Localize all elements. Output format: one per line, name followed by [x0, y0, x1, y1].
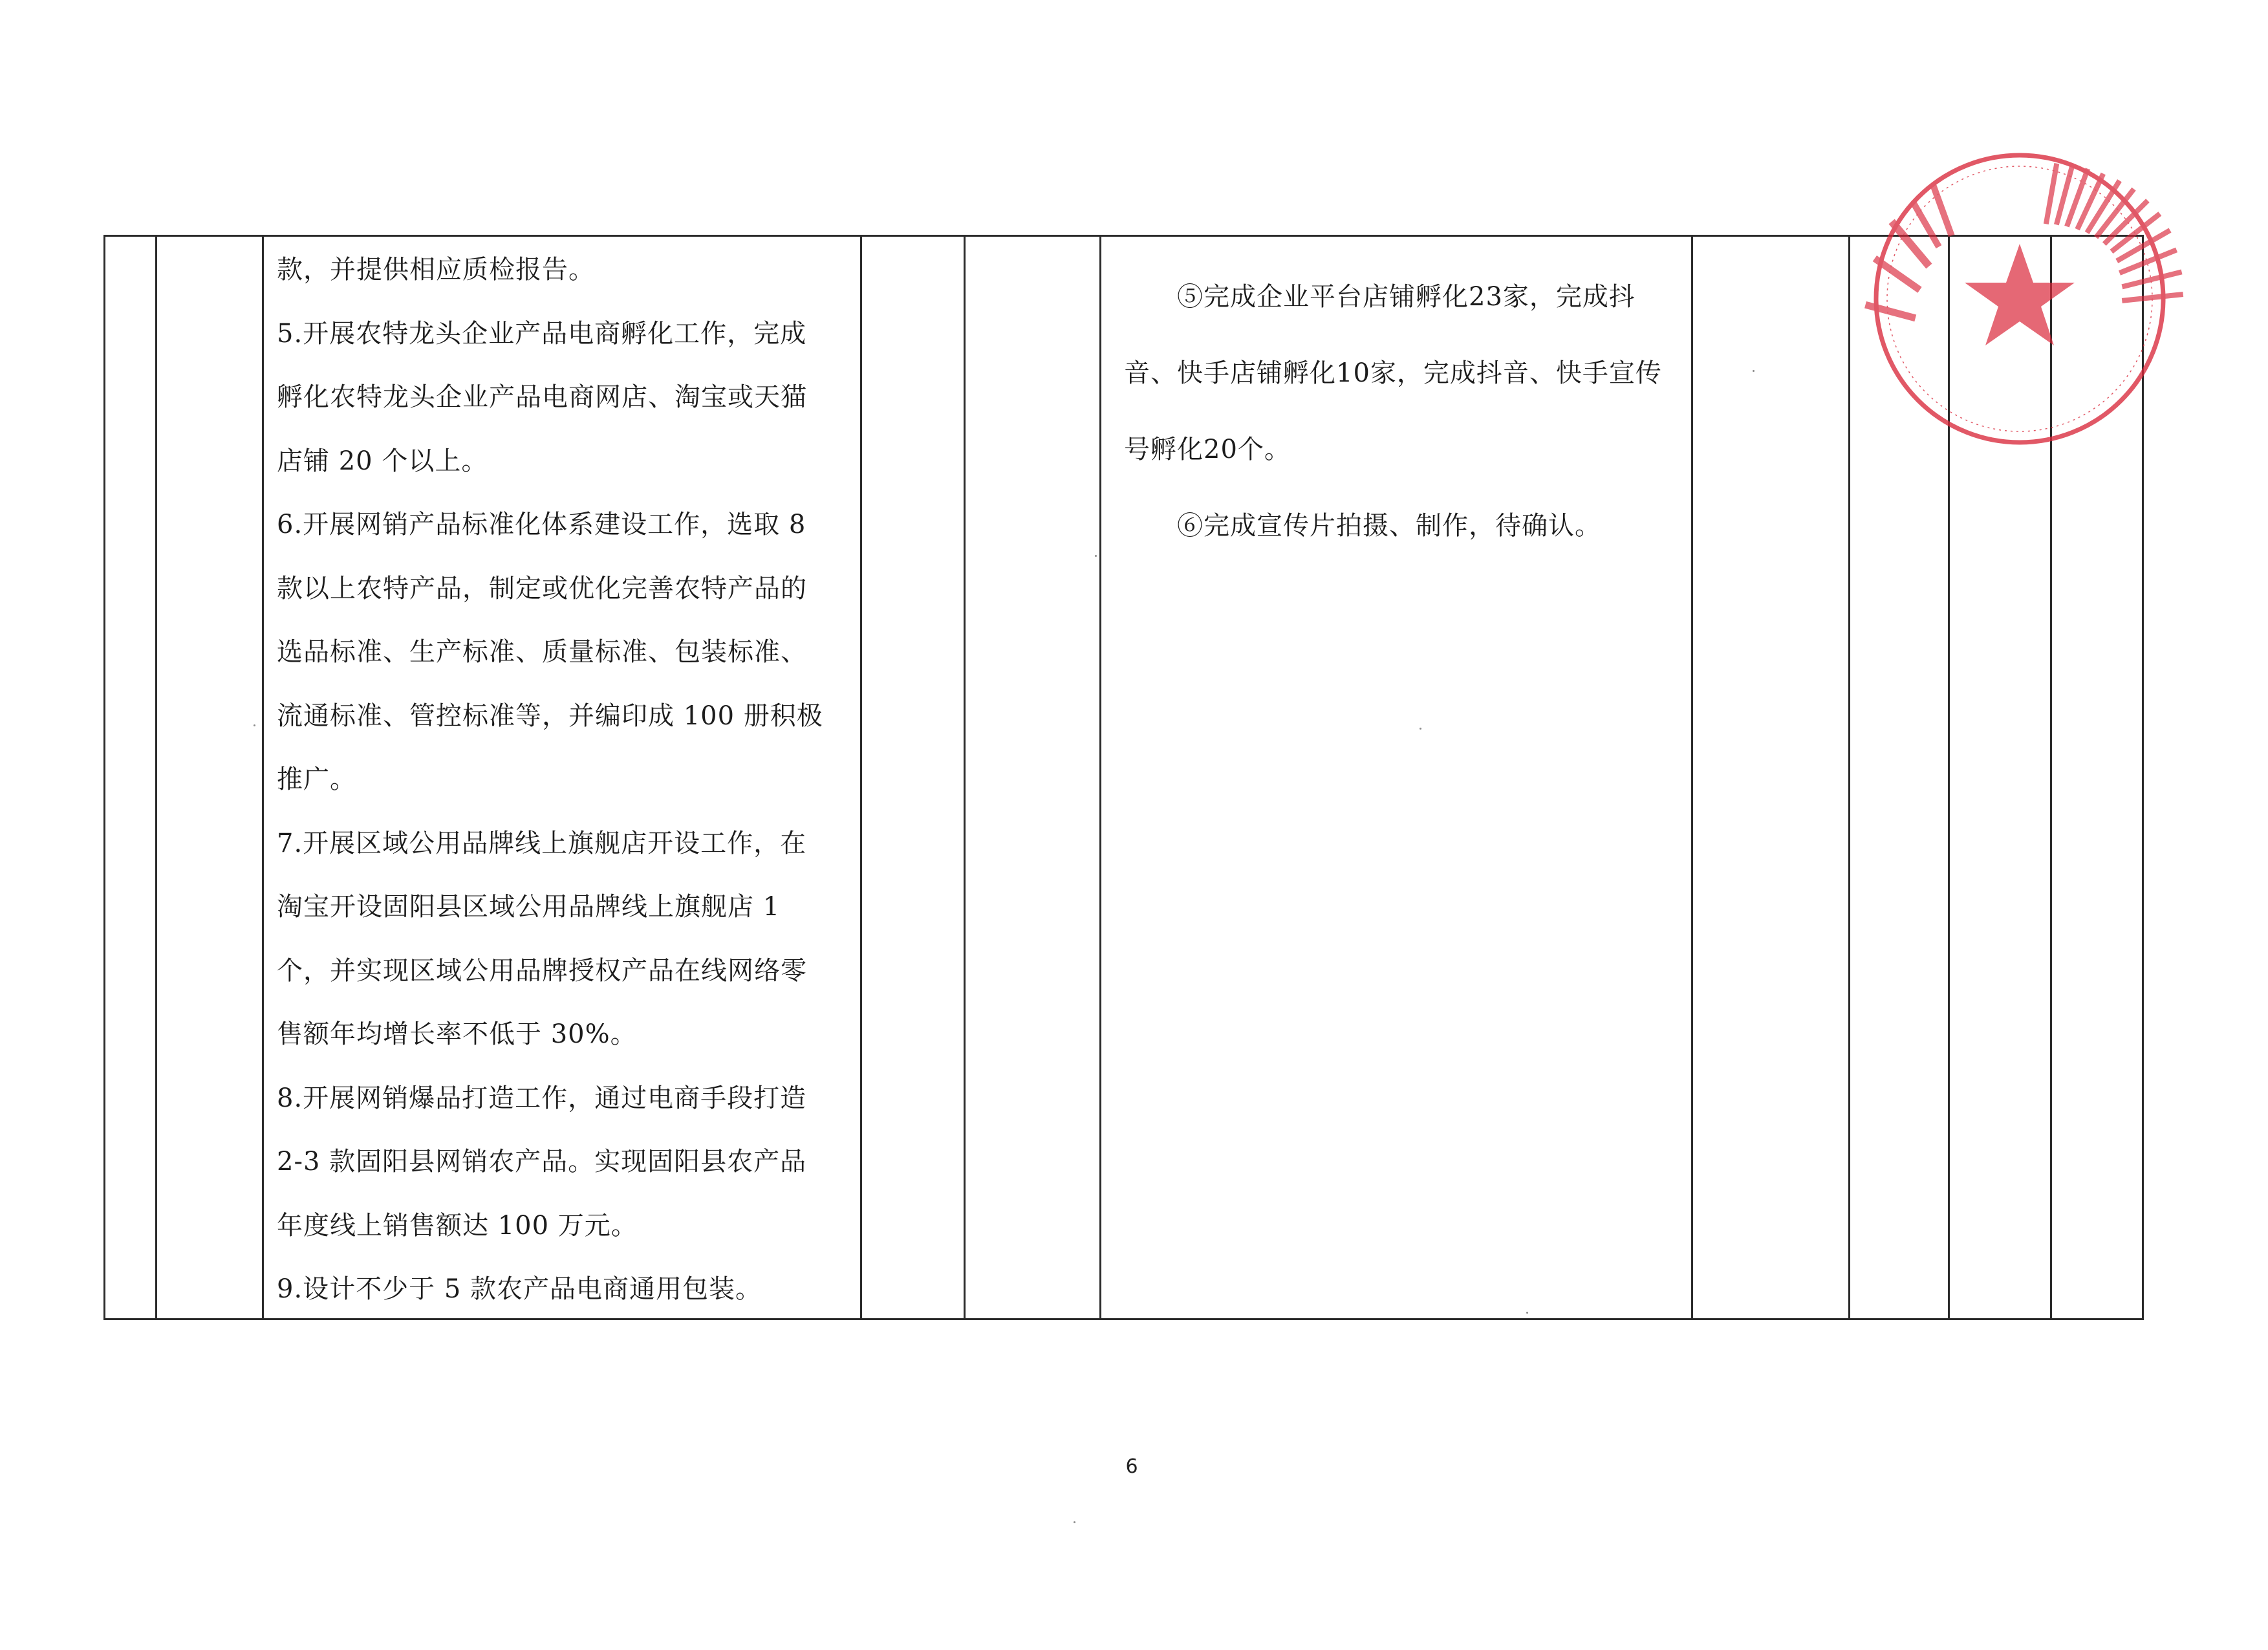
scan-speck [1095, 555, 1097, 557]
text-line: 5.开展农特龙头企业产品电商孵化工作，完成 [277, 318, 807, 349]
scan-speck [254, 724, 255, 726]
text-line: 号孵化20个。 [1124, 435, 1291, 464]
table-col-line-8 [1848, 235, 1850, 1320]
text-line: 流通标准、管控标准等，并编印成 100 册积极 [277, 700, 823, 731]
text-line: ⑥完成宣传片拍摄、制作，待确认。 [1124, 511, 1601, 541]
text-line: ⑤完成企业平台店铺孵化23家，完成抖 [1124, 282, 1636, 312]
text-line: 7.开展区域公用品牌线上旗舰店开设工作，在 [277, 828, 807, 858]
text-line: 款，并提供相应质检报告。 [277, 255, 595, 285]
text-line: 推广。 [277, 765, 356, 794]
page-number: 6 [1125, 1455, 1138, 1478]
text-line: 2-3 款固阳县网销农产品。实现固阳县农产品 [277, 1147, 807, 1177]
task-description-cell [277, 238, 852, 1321]
scan-speck [1526, 1312, 1528, 1314]
table-col-line-1 [103, 235, 105, 1320]
text-line: 年度线上销售额达 100 万元。 [277, 1210, 638, 1241]
text-line: 音、快手店铺孵化10家，完成抖音、快手宣传 [1124, 358, 1662, 388]
scan-speck [1074, 1521, 1075, 1523]
progress-cell [1124, 259, 1693, 564]
scan-speck [1420, 728, 1421, 730]
text-line: 个，并实现区域公用品牌授权产品在线网络零 [277, 955, 807, 986]
red-star-seal-icon [1855, 137, 2191, 448]
text-line: 店铺 20 个以上。 [277, 446, 488, 476]
text-line: 售额年均增长率不低于 30%。 [277, 1019, 637, 1049]
scan-speck [1753, 370, 1755, 372]
text-line: 选品标准、生产标准、质量标准、包装标准、 [277, 637, 807, 667]
text-line: 孵化农特龙头企业产品电商网店、淘宝或天猫 [277, 382, 807, 412]
table-col-line-5 [964, 235, 966, 1320]
text-line: 6.开展网销产品标准化体系建设工作，选取 8 [277, 510, 806, 539]
text-line: 9.设计不少于 5 款农产品电商通用包装。 [277, 1274, 762, 1304]
text-line: 款以上农特产品，制定或优化完善农特产品的 [277, 573, 807, 603]
table-col-line-3 [262, 235, 264, 1320]
table-top-border [103, 235, 2144, 237]
table-col-line-2 [155, 235, 157, 1320]
text-line: 淘宝开设固阳县区域公用品牌线上旗舰店 1 [277, 892, 781, 922]
table-col-line-6 [1099, 235, 1101, 1320]
table-col-line-4 [860, 235, 862, 1320]
text-line: 8.开展网销爆品打造工作，通过电商手段打造 [277, 1083, 807, 1113]
